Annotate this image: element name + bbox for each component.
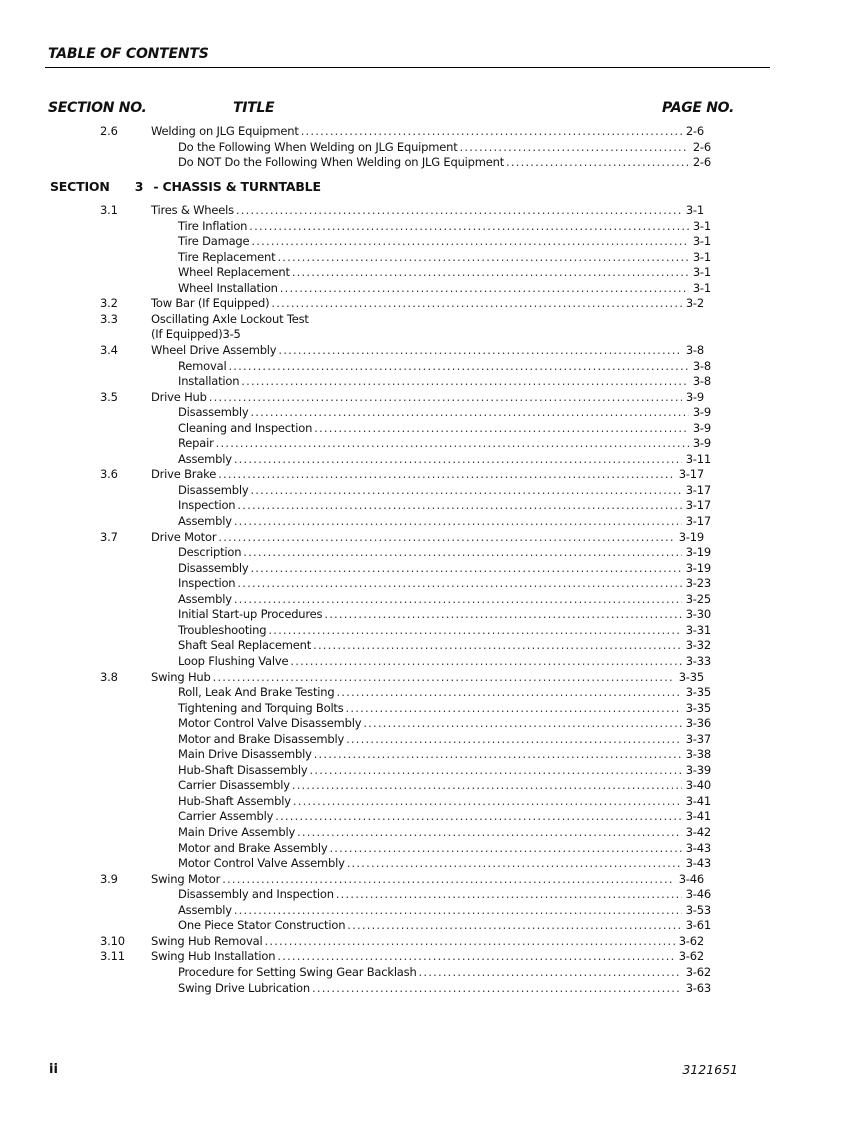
toc-entry-link[interactable] [178,887,711,902]
toc-row [0,343,866,358]
toc-entry-title: Disassembly [178,482,249,497]
toc-section-number: 3.4 [100,342,118,357]
toc-entry-title: Procedure for Setting Swing Gear Backlash [178,964,417,979]
toc-entry-title: Assembly [178,591,232,606]
dot-leader [346,732,682,747]
dot-leader [243,545,681,560]
dot-leader [264,934,674,949]
toc-row [0,934,866,949]
toc-entry-title: Main Drive Assembly [178,825,296,839]
toc-row [0,809,866,824]
toc-entry-title: Disassembly [178,405,249,420]
toc-row [0,203,866,218]
dot-leader [241,374,689,389]
toc-entry-link[interactable] [151,343,704,358]
toc-section-number: 3.2 [100,296,118,311]
dot-leader [324,607,681,622]
dot-leader [218,530,674,545]
toc-row [0,981,866,996]
toc-entry-link[interactable] [178,716,711,731]
toc-row [0,576,866,591]
toc-entry-link[interactable] [178,250,711,265]
toc-page-number: 3-30 [682,607,711,622]
toc-entry-title: Inspection [178,498,236,513]
dot-leader [309,763,681,778]
toc-entry-title: Swing Hub Installation [151,949,276,964]
toc-row [0,124,866,139]
toc-entry-link[interactable] [178,561,711,576]
dot-leader [346,701,682,716]
dot-leader [236,203,682,218]
toc-section-number: 3.6 [100,467,118,482]
section-heading-word: SECTION [50,179,110,194]
toc-entry-title: Hub-Shaft Assembly [178,793,291,808]
toc-page-number: 3-33 [682,654,711,669]
toc-section-number: 3.1 [100,203,118,217]
toc-entry-link[interactable] [178,623,711,638]
toc-row [0,794,866,809]
toc-page-number: 3-43 [682,841,711,856]
toc-entry-title: Oscillating Axle Lockout Test [151,311,309,326]
toc-entry-link[interactable] [151,467,704,482]
toc-entry-title: Motor Control Valve Disassembly [178,716,362,731]
toc-section-number: 3.8 [100,669,118,684]
toc-page-number: 3-23 [682,576,711,591]
toc-page-number: 3-1 [689,219,711,234]
toc-entry-link[interactable] [178,576,711,591]
toc-entry-title: Welding on JLG Equipment [151,124,299,138]
toc-entry-title: Disassembly and Inspection [178,887,334,902]
toc-page-number: 3-53 [682,903,711,918]
dot-leader [293,794,682,809]
page-header-title: TABLE OF CONTENTS [48,46,209,62]
column-heading-title: TITLE [233,100,275,116]
toc-page-number: 3-25 [682,592,711,607]
dot-leader [292,778,682,793]
toc-entry-link[interactable] [178,825,711,840]
toc-page-number: 3-31 [682,623,711,638]
toc-page-number: 3-62 [682,965,711,980]
toc-entry-link[interactable] [151,949,704,964]
toc-entry-link[interactable] [178,763,711,778]
toc-row [0,327,866,342]
dot-leader [216,436,689,451]
toc-page-number: 3-9 [682,390,704,405]
toc-page-number: 3-9 [689,405,711,420]
dot-leader [218,467,675,482]
toc-entry-title: Tire Inflation [178,218,248,233]
toc-entry-link[interactable] [178,374,711,389]
toc-section-number: 3.7 [100,529,118,544]
toc-entry-title: Inspection [178,576,236,591]
toc-entry-link[interactable] [151,390,704,405]
toc-row [0,234,866,249]
toc-entry-title: Tightening and Torquing Bolts [178,700,344,715]
toc-page-number: 3-43 [682,856,711,871]
dot-leader [347,918,681,933]
toc-section-number: 3.3 [100,311,118,326]
toc-entry-link[interactable] [151,296,704,311]
toc-page-number: 3-2 [682,296,704,311]
toc-entry-title: Shaft Seal Replacement [178,638,312,653]
toc-entry-title: Hub-Shaft Disassembly [178,762,308,777]
footer-page-number: ii [49,1062,58,1077]
dot-leader [313,638,682,653]
toc-entry-link[interactable] [178,701,711,716]
toc-entry-link[interactable] [178,421,711,436]
toc-section-number: 3.9 [100,871,118,886]
toc-entry-title: (If Equipped)3-5 [151,327,241,342]
toc-entry-link[interactable] [178,155,711,170]
toc-row [0,467,866,482]
toc-entry-link[interactable] [178,809,711,824]
toc-section-number: 3.5 [100,389,118,404]
toc-entry-link[interactable] [178,452,711,467]
toc-page-number: 3-35 [682,701,711,716]
toc-page-number: 3-8 [682,343,704,358]
toc-entry-title: Cleaning and Inspection [178,420,313,435]
toc-entry-title: Assembly [178,514,232,528]
toc-entry-link[interactable] [151,872,704,887]
toc-page-number: 3-63 [682,981,711,996]
toc-entry-link[interactable] [178,219,711,234]
toc-entry-title: Motor Control Valve Assembly [178,856,345,871]
dot-leader [301,124,682,139]
toc-entry-title: Tow Bar (If Equipped) [151,296,270,311]
toc-page-number: 3-62 [675,949,704,964]
toc-page-number: 3-46 [675,872,704,887]
toc-entry-title: Do the Following When Welding on JLG Equipment [178,139,458,154]
dot-leader [251,234,688,249]
toc-row [0,436,866,451]
toc-entry-link[interactable] [178,498,711,513]
toc-entry-title: Motor and Brake Disassembly [178,731,345,746]
toc-row [0,281,866,296]
toc-row [0,312,866,327]
toc-entry-title: Tire Replacement [178,249,276,264]
toc-entry-title: Do NOT Do the Following When Welding on JLG Equipment [178,155,505,170]
toc-entry-link[interactable] [178,794,711,809]
dot-leader [234,903,682,918]
dot-leader [312,981,682,996]
dot-leader [249,219,689,234]
toc-entry-title: Carrier Assembly [178,809,274,824]
toc-entry-link[interactable] [178,918,711,933]
toc-entry-title: Wheel Drive Assembly [151,342,277,357]
toc-row [0,701,866,716]
toc-row [0,685,866,700]
dot-leader [329,841,681,856]
dot-leader [460,140,689,155]
toc-entry-title: Repair [178,436,214,451]
toc-section-number: 3.10 [100,933,125,948]
toc-row [0,155,866,170]
section-heading-title: - CHASSIS & TURNTABLE [153,179,321,194]
toc-page-number: 3-41 [682,794,711,809]
dot-leader [209,390,682,405]
toc-entry-title: Removal [178,358,227,373]
toc-entry-title: Swing Hub Removal [151,933,263,948]
toc-entry-title: Installation [178,374,240,389]
toc-row [0,530,866,545]
toc-row [0,452,866,467]
toc-entry-title: Loop Flushing Valve [178,653,289,668]
toc-entry-link[interactable] [178,903,711,918]
toc-page-number: 3-35 [682,685,711,700]
toc-row [0,623,866,638]
toc-row [0,483,866,498]
toc-row [0,763,866,778]
toc-entry-title: Drive Hub [151,389,207,404]
toc-entry-title: Roll, Leak And Brake Testing [178,685,335,700]
toc-row [0,872,866,887]
toc-entry-link[interactable] [178,638,711,653]
toc-page-number: 3-35 [675,670,704,685]
dot-leader [314,747,682,762]
toc-row [0,887,866,902]
toc-page-number: 2-6 [682,124,704,139]
column-heading-section: SECTION NO. [48,100,147,116]
toc-entry-link[interactable] [151,934,704,949]
toc-page-number: 3-9 [689,436,711,451]
toc-row [0,265,866,280]
toc-row [0,778,866,793]
toc-row [0,670,866,685]
dot-leader [213,670,675,685]
toc-row [0,841,866,856]
toc-page-number: 3-17 [682,483,711,498]
toc-row [0,140,866,155]
toc-entry-link[interactable] [178,965,711,980]
dot-leader [237,576,681,591]
toc-entry-link[interactable] [178,359,711,374]
dot-leader [419,965,682,980]
dot-leader [290,654,681,669]
toc-row [0,359,866,374]
dot-leader [506,155,689,170]
toc-entry-title: Assembly [178,451,232,466]
dot-leader [237,498,681,513]
toc-page-number: 3-42 [682,825,711,840]
toc-entry-title: Wheel Replacement [178,265,290,280]
toc-entry-title: Swing Drive Lubrication [178,980,310,995]
toc-page-number: 3-1 [689,250,711,265]
toc-page-number: 2-6 [689,155,711,170]
toc-page-number: 3-61 [682,918,711,933]
toc-page-number: 3-62 [675,934,704,949]
toc-page-number: 3-1 [682,203,704,218]
toc-row [0,903,866,918]
toc-row [0,405,866,420]
toc-entry-link[interactable] [178,747,711,762]
toc-row [0,732,866,747]
toc-entry-link[interactable] [178,841,711,856]
toc-section-number: 3.11 [100,949,125,964]
toc-page-number: 3-17 [682,498,711,513]
dot-leader [250,483,681,498]
toc-entry-title: Main Drive Disassembly [178,747,312,762]
dot-leader [271,296,681,311]
toc-entry-title: Assembly [178,902,232,917]
toc-entry-link[interactable] [178,514,711,529]
toc-entry-link[interactable] [178,405,711,420]
toc-entry-link[interactable] [151,530,704,545]
toc-row [0,716,866,731]
dot-leader [234,514,682,529]
toc-entry-link[interactable] [151,124,704,139]
toc-row [0,421,866,436]
toc-entry-link[interactable] [178,607,711,622]
toc-page-number: 3-37 [682,732,711,747]
toc-entry-link[interactable] [178,281,711,296]
dot-leader [250,405,688,420]
toc-page-number: 3-40 [682,778,711,793]
toc-row [0,498,866,513]
toc-page-number: 2-6 [689,140,711,155]
toc-row [0,638,866,653]
toc-entry-link[interactable] [178,778,711,793]
toc-entry-title: Initial Start-up Procedures [178,607,323,622]
toc-entry-link[interactable] [178,592,711,607]
section-heading-number: 3 [134,179,144,194]
toc-page-number: 3-1 [689,234,711,249]
toc-row [0,949,866,964]
toc-page-number: 3-19 [682,545,711,560]
toc-page-number: 3-19 [675,530,704,545]
toc-row [0,592,866,607]
dot-leader [336,685,681,700]
toc-section-number: 2.6 [100,124,118,138]
toc-row [0,607,866,622]
dot-leader [277,949,674,964]
dot-leader [297,825,682,840]
dot-leader [268,623,681,638]
toc-page-number: 3-8 [689,374,711,389]
dot-leader [222,872,675,887]
toc-entry-link[interactable] [178,732,711,747]
column-heading-page: PAGE NO. [662,100,734,116]
toc-entry-title: Wheel Installation [178,280,278,295]
dot-leader [336,887,682,902]
toc-row [0,918,866,933]
toc-entry-title: One Piece Stator Construction [178,918,346,933]
toc-entry-title: Swing Motor [151,871,221,886]
toc-entry-link[interactable] [178,545,711,560]
toc-row [0,825,866,840]
toc-entry-link[interactable] [178,654,711,669]
toc-entry-title: Drive Motor [151,529,217,544]
toc-entry-link[interactable] [178,483,711,498]
toc-page-number: 3-11 [682,452,711,467]
dot-leader [250,561,681,576]
toc-row [0,219,866,234]
dot-leader [347,856,682,871]
toc-page-number: 3-39 [682,763,711,778]
section-heading [50,179,321,194]
toc-entry-link[interactable] [178,140,711,155]
toc-entry-link[interactable] [151,670,704,685]
dot-leader [277,250,688,265]
toc-page-number: 3-41 [682,809,711,824]
toc-page-number: 3-32 [682,638,711,653]
dot-leader [314,421,689,436]
toc-entry-title: Disassembly [178,560,249,575]
toc-entry-title: Swing Hub [151,669,211,684]
toc-entry-link[interactable] [178,856,711,871]
toc-page-number: 3-1 [689,265,711,280]
toc-row [0,561,866,576]
toc-page-number: 3-8 [689,359,711,374]
toc-page-number: 3-38 [682,747,711,762]
toc-row [0,374,866,389]
toc-row [0,545,866,560]
dot-leader [363,716,681,731]
toc-row [0,390,866,405]
toc-row [0,965,866,980]
dot-leader [234,592,682,607]
toc-entry-title: Drive Brake [151,467,217,482]
toc-page-number: 3-17 [675,467,704,482]
toc-entry-link[interactable] [178,436,711,451]
toc-entry-title: Motor and Brake Assembly [178,840,328,855]
toc-page-number: 3-17 [682,514,711,529]
toc-page-number: 3-1 [689,281,711,296]
toc-entry-link[interactable] [178,234,711,249]
toc-entry-title: Description [178,545,242,560]
toc-entry-link[interactable] [178,981,711,996]
toc-page-number: 3-19 [682,561,711,576]
toc-row [0,250,866,265]
toc-entry-title: Tire Damage [178,234,250,249]
dot-leader [292,265,689,280]
dot-leader [278,343,681,358]
toc-entry-link[interactable] [178,265,711,280]
toc-row [0,747,866,762]
toc-row [0,654,866,669]
footer-document-number: 3121651 [682,1062,738,1077]
dot-leader [275,809,681,824]
toc-entry-link[interactable] [178,685,711,700]
toc-entry-link[interactable] [151,203,704,218]
toc-page-number: 3-46 [682,887,711,902]
toc-row [0,856,866,871]
dot-leader [234,452,682,467]
toc-row [0,296,866,311]
toc-entry-title: Tires & Wheels [151,203,234,217]
toc-entry-title: Troubleshooting [178,622,267,637]
toc-page-number: 3-9 [689,421,711,436]
toc-page-number: 3-36 [682,716,711,731]
header-divider [45,67,770,68]
toc-entry-title: Carrier Disassembly [178,778,290,793]
toc-row [0,514,866,529]
dot-leader [280,281,689,296]
dot-leader [228,359,688,374]
